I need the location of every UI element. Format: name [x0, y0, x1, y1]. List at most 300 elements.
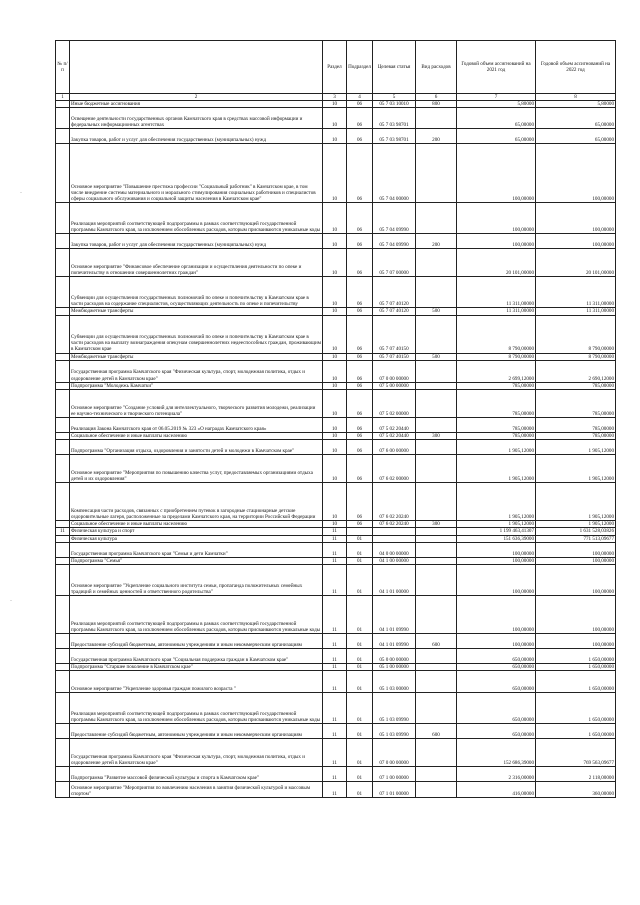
table-row [56, 671, 616, 693]
row-subsection: 06 [347, 390, 373, 418]
row-name: Социальное обеспечение и иные выплаты населению [70, 521, 323, 528]
row-target-article [373, 528, 416, 535]
row-subsection: 01 [347, 739, 373, 767]
row-allocation-2021: 100,00000 [457, 203, 536, 234]
row-section: 11 [323, 693, 347, 724]
row-expense-type [416, 440, 457, 455]
row-target-article: 05 0 00 00000 [373, 649, 416, 664]
row-allocation-2022: 100,00000 [536, 234, 616, 249]
row-subsection: 06 [347, 483, 373, 521]
row-subsection: 01 [347, 557, 373, 564]
table-row [56, 649, 616, 664]
row-subsection: 06 [347, 360, 373, 382]
row-allocation-2022: 785,00000 [536, 382, 616, 389]
row-subsection: 01 [347, 535, 373, 542]
row-section: 10 [323, 108, 347, 129]
row-section: 10 [323, 129, 347, 144]
row-name: Закупка товаров, работ и услуг для обеспечения государственных (муниципальных) нужд [70, 234, 323, 249]
row-name: Основное мероприятие "Укрепление здоровья граждан пожилого возраста " [70, 671, 323, 693]
row-expense-type: 600 [416, 634, 457, 649]
table-row [56, 144, 616, 203]
row-number [56, 483, 70, 521]
header-allocation-2021: Годовой объем ассигнований на 2021 год [457, 41, 536, 94]
row-name: Реализация мероприятий соответствующей подпрограммы в рамках соответствующей государственной программы Камчатского края, за исключением обособленных расходов, которым присваиваются уникальные коды [70, 596, 323, 634]
row-name: Компенсация части расходов, связанных с приобретением путевок в загородные стационарные детские оздоровительные лагеря, расположенные за пределами Камчатского края, на территории Российской Федерации [70, 483, 323, 521]
row-number [56, 739, 70, 767]
row-target-article: 07 0 00 00000 [373, 360, 416, 382]
row-expense-type [416, 108, 457, 129]
row-target-article: 07 5 02 20440 [373, 433, 416, 440]
row-name: Закупка товаров, работ и услуг для обеспечения государственных (муниципальных) нужд [70, 129, 323, 144]
budget-table [55, 40, 616, 798]
row-subsection: 06 [347, 433, 373, 440]
row-target-article: 05 7 07 40150 [373, 353, 416, 360]
row-allocation-2022: 771 513,09677 [536, 535, 616, 542]
row-section: 10 [323, 315, 347, 353]
row-subsection: 06 [347, 203, 373, 234]
row-subsection: 01 [347, 596, 373, 634]
row-allocation-2022: 785,00000 [536, 390, 616, 418]
row-name: Субвенции для осуществления государственных полномочий по опеке и попечительству в Камчатском крае в части расходов на выплату вознаграждения опекунам совершеннолетних недееспособных граждан, проживающим в Камчатском крае [70, 315, 323, 353]
row-number [56, 542, 70, 557]
row-target-article: 04 1 01 09990 [373, 596, 416, 634]
row-section: 10 [323, 308, 347, 315]
row-number [56, 101, 70, 108]
table-row [56, 542, 616, 557]
row-name: Иные бюджетные ассигнования [70, 101, 323, 108]
row-subsection: 06 [347, 277, 373, 308]
row-expense-type [416, 455, 457, 483]
row-name: Государственная программа Камчатского края "Социальная поддержка граждан в Камчатском крае" [70, 649, 323, 664]
row-allocation-2022: 100,00000 [536, 557, 616, 564]
row-expense-type [416, 483, 457, 521]
row-allocation-2022: 1 905,12000 [536, 440, 616, 455]
column-index: 3 [323, 94, 347, 101]
row-target-article: 07 6 00 00000 [373, 440, 416, 455]
row-allocation-2022: 2 690,12000 [536, 360, 616, 382]
table-row [56, 528, 616, 535]
row-allocation-2022: 785,00000 [536, 418, 616, 433]
row-target-article: 07 1 01 00000 [373, 782, 416, 798]
row-allocation-2022: 65,00000 [536, 129, 616, 144]
row-subsection: 06 [347, 144, 373, 203]
margin-dot: · [10, 598, 12, 604]
row-expense-type [416, 382, 457, 389]
row-number [56, 144, 70, 203]
row-number [56, 649, 70, 664]
row-allocation-2021: 11 311,00000 [457, 308, 536, 315]
row-subsection: 06 [347, 249, 373, 277]
row-expense-type [416, 542, 457, 557]
row-target-article: 07 6 02 00000 [373, 455, 416, 483]
row-subsection: 01 [347, 664, 373, 671]
row-allocation-2022: 2 118,00000 [536, 767, 616, 782]
header-name [70, 41, 323, 94]
row-name: Основное мероприятие "Повышение престижа профессии "Социальный работник" в Камчатском крае, в том числе внедрение системы материального и морального стимулирования социальных работников и специалистов сферы социального обслуживания и социальной защиты населения в Камчатском крае" [70, 144, 323, 203]
row-number [56, 308, 70, 315]
row-allocation-2022: 100,00000 [536, 565, 616, 596]
row-number [56, 315, 70, 353]
row-target-article: 05 7 04 09990 [373, 203, 416, 234]
row-section: 10 [323, 353, 347, 360]
row-allocation-2022: 1 650,00000 [536, 649, 616, 664]
row-target-article: 05 7 04 00000 [373, 144, 416, 203]
row-number [56, 382, 70, 389]
row-subsection [347, 528, 373, 535]
row-subsection: 06 [347, 315, 373, 353]
row-number: 11 [56, 528, 70, 535]
table-row [56, 277, 616, 308]
column-index: 1 [56, 94, 70, 101]
table-row [56, 390, 616, 418]
row-target-article: 07 5 00 00000 [373, 382, 416, 389]
row-section: 10 [323, 360, 347, 382]
row-number [56, 596, 70, 634]
table-row [56, 382, 616, 389]
row-target-article: 05 1 03 00000 [373, 671, 416, 693]
row-name: Основное мероприятие "Мероприятия по повышению качества услуг, предоставляемых организациями отдыха детей и их оздоровления" [70, 455, 323, 483]
table-row [56, 249, 616, 277]
row-allocation-2021: 2 699,12000 [457, 360, 536, 382]
row-name: Физическая культура и спорт [70, 528, 323, 535]
row-allocation-2022: 769 563,09677 [536, 739, 616, 767]
row-section: 11 [323, 724, 347, 739]
row-name: Основное мероприятие "Укрепление социального института семьи, пропаганда положительных семейных традиций и семейных ценностей и ответственного родительства" [70, 565, 323, 596]
row-number [56, 360, 70, 382]
row-section: 10 [323, 440, 347, 455]
row-allocation-2021: 650,00000 [457, 693, 536, 724]
row-allocation-2022: 1 650,00000 [536, 724, 616, 739]
table-row [56, 353, 616, 360]
row-name: Предоставление субсидий бюджетным, автономным учреждениям и иным некоммерческим организациям [70, 634, 323, 649]
table-row [56, 557, 616, 564]
column-index: 7 [457, 94, 536, 101]
row-subsection: 06 [347, 129, 373, 144]
row-section: 10 [323, 390, 347, 418]
row-name: Межбюджетные трансферты [70, 353, 323, 360]
row-allocation-2021: 650,00000 [457, 671, 536, 693]
row-section: 10 [323, 277, 347, 308]
row-target-article: 07 0 00 00000 [373, 739, 416, 767]
row-allocation-2021: 100,00000 [457, 596, 536, 634]
table-row [56, 483, 616, 521]
column-index: 8 [536, 94, 616, 101]
row-section: 11 [323, 542, 347, 557]
row-subsection: 06 [347, 101, 373, 108]
row-section: 11 [323, 634, 347, 649]
row-allocation-2021: 1 905,12000 [457, 440, 536, 455]
table-row [56, 565, 616, 596]
row-name: Подпрограмма "Молодежь Камчатки" [70, 382, 323, 389]
row-target-article: 04 0 00 00000 [373, 542, 416, 557]
row-number [56, 724, 70, 739]
row-expense-type [416, 418, 457, 433]
row-allocation-2022: 65,00000 [536, 108, 616, 129]
row-name: Подпрограмма "Старшее поколение в Камчатском крае" [70, 664, 323, 671]
row-allocation-2021: 65,00000 [457, 129, 536, 144]
row-number [56, 634, 70, 649]
row-number [56, 433, 70, 440]
row-expense-type: 300 [416, 433, 457, 440]
row-allocation-2022: 11 311,00000 [536, 277, 616, 308]
row-expense-type: 200 [416, 234, 457, 249]
row-name: Физическая культура [70, 535, 323, 542]
table-row [56, 108, 616, 129]
row-allocation-2021: 100,00000 [457, 565, 536, 596]
row-allocation-2022: 1 650,00000 [536, 671, 616, 693]
row-target-article: 05 7 03 98701 [373, 129, 416, 144]
header-allocation-2022: Годовой объем ассигнований на 2022 год [536, 41, 616, 94]
row-subsection: 01 [347, 724, 373, 739]
table-row [56, 418, 616, 433]
row-allocation-2022: 1 631 528,03826 [536, 528, 616, 535]
row-name: Межбюджетные трансферты [70, 308, 323, 315]
table-row [56, 767, 616, 782]
row-number [56, 108, 70, 129]
row-target-article: 05 1 03 09990 [373, 724, 416, 739]
table-row [56, 315, 616, 353]
row-subsection: 06 [347, 308, 373, 315]
row-allocation-2022: 8 790,00000 [536, 353, 616, 360]
row-allocation-2021: 100,00000 [457, 234, 536, 249]
table-row [56, 521, 616, 528]
row-section: 10 [323, 382, 347, 389]
row-allocation-2022: 5,80000 [536, 101, 616, 108]
table-row [56, 234, 616, 249]
row-expense-type: 500 [416, 308, 457, 315]
row-expense-type: 200 [416, 129, 457, 144]
budget-document [55, 40, 615, 798]
table-row [56, 308, 616, 315]
row-name: Реализация мероприятий соответствующей подпрограммы в рамках соответствующей государственной программы Камчатского края, за исключением обособленных расходов, которым присваиваются уникальные коды [70, 203, 323, 234]
table-body [56, 101, 616, 798]
table-row [56, 440, 616, 455]
row-expense-type [416, 557, 457, 564]
row-target-article: 04 1 01 00000 [373, 565, 416, 596]
row-section: 10 [323, 234, 347, 249]
row-section: 10 [323, 144, 347, 203]
row-number [56, 129, 70, 144]
table-row [56, 455, 616, 483]
row-subsection: 06 [347, 418, 373, 433]
row-allocation-2021: 650,00000 [457, 649, 536, 664]
row-allocation-2021: 650,00000 [457, 724, 536, 739]
table-row [56, 129, 616, 144]
row-allocation-2021: 1 199 463,41307 [457, 528, 536, 535]
table-row [56, 739, 616, 767]
row-subsection: 01 [347, 634, 373, 649]
row-allocation-2022: 20 101,00000 [536, 249, 616, 277]
row-section: 11 [323, 528, 347, 535]
table-row [56, 596, 616, 634]
row-subsection: 06 [347, 455, 373, 483]
row-section: 11 [323, 671, 347, 693]
row-name: Государственная программа Камчатского края "Физическая культура, спорт, молодежная политика, отдых и оздоровление детей в Камчатском крае" [70, 739, 323, 767]
row-number [56, 455, 70, 483]
row-allocation-2021: 8 790,00000 [457, 353, 536, 360]
row-allocation-2021: 785,00000 [457, 382, 536, 389]
row-target-article: 05 7 07 40120 [373, 308, 416, 315]
row-allocation-2021: 1 905,12000 [457, 455, 536, 483]
row-subsection: 01 [347, 565, 373, 596]
row-subsection: 06 [347, 440, 373, 455]
row-name: Основное мероприятие "Создание условий для интеллектуального, творческого развития молодежи, реализации ее научно-технического и творческого потенциала" [70, 390, 323, 418]
row-target-article: 05 7 04 09990 [373, 234, 416, 249]
header-num: № п/п [56, 41, 70, 94]
row-number [56, 277, 70, 308]
column-index: 6 [416, 94, 457, 101]
header-target-article: Целевая статья [373, 41, 416, 94]
row-number [56, 234, 70, 249]
row-subsection: 06 [347, 234, 373, 249]
row-expense-type [416, 649, 457, 664]
row-subsection: 01 [347, 782, 373, 798]
row-allocation-2022: 1 905,12000 [536, 455, 616, 483]
row-expense-type [416, 528, 457, 535]
header-expense-type: Вид расходов [416, 41, 457, 94]
row-expense-type: 800 [416, 101, 457, 108]
row-section: 11 [323, 535, 347, 542]
row-number [56, 249, 70, 277]
row-allocation-2022: 100,00000 [536, 144, 616, 203]
row-subsection: 01 [347, 693, 373, 724]
column-index-row [56, 94, 616, 101]
row-subsection: 01 [347, 542, 373, 557]
row-target-article: 07 5 02 00000 [373, 390, 416, 418]
row-number [56, 521, 70, 528]
row-number [56, 693, 70, 724]
row-target-article: 04 1 00 00000 [373, 557, 416, 564]
row-allocation-2022: 100,00000 [536, 634, 616, 649]
row-allocation-2022: 1 905,12000 [536, 483, 616, 521]
row-number [56, 390, 70, 418]
row-allocation-2022: 100,00000 [536, 542, 616, 557]
row-section: 10 [323, 433, 347, 440]
row-section: 11 [323, 767, 347, 782]
row-expense-type [416, 767, 457, 782]
row-allocation-2021: 416,00000 [457, 782, 536, 798]
row-target-article: 05 7 07 40150 [373, 315, 416, 353]
table-row [56, 634, 616, 649]
row-name: Освещение деятельности государственных органов Камчатского края в средствах массовой информации и федеральных информационных агентствах [70, 108, 323, 129]
row-target-article: 05 7 07 00000 [373, 249, 416, 277]
table-row [56, 433, 616, 440]
row-section: 10 [323, 203, 347, 234]
row-name: Государственная программа Камчатского края "Семья и дети Камчатки" [70, 542, 323, 557]
table-row [56, 360, 616, 382]
row-number [56, 353, 70, 360]
row-number [56, 767, 70, 782]
row-name: Субвенции для осуществления государственных полномочий по опеке и попечительству в Камчатском крае в части расходов на содержание специалистов, осуществляющих деятельность по опеке и попечительству [70, 277, 323, 308]
row-allocation-2022: 8 790,00000 [536, 315, 616, 353]
table-row [56, 101, 616, 108]
row-expense-type [416, 360, 457, 382]
table-row [56, 782, 616, 798]
table-row [56, 693, 616, 724]
row-subsection: 06 [347, 353, 373, 360]
row-allocation-2021: 20 101,00000 [457, 249, 536, 277]
row-name: Социальное обеспечение и иные выплаты населению [70, 433, 323, 440]
row-expense-type [416, 277, 457, 308]
row-target-article: 07 6 02 20240 [373, 521, 416, 528]
row-allocation-2021: 100,00000 [457, 634, 536, 649]
margin-dot: · [20, 190, 22, 196]
row-target-article: 04 1 01 09990 [373, 634, 416, 649]
header-section: Раздел [323, 41, 347, 94]
table-header-row [56, 41, 616, 94]
row-expense-type [416, 671, 457, 693]
row-subsection: 01 [347, 649, 373, 664]
row-expense-type [416, 565, 457, 596]
row-allocation-2021: 1 905,12000 [457, 483, 536, 521]
row-section: 11 [323, 664, 347, 671]
row-number [56, 664, 70, 671]
row-number [56, 557, 70, 564]
row-expense-type [416, 144, 457, 203]
row-allocation-2021: 785,00000 [457, 433, 536, 440]
row-name: Предоставление субсидий бюджетным, автономным учреждениям и иным некоммерческим организациям [70, 724, 323, 739]
row-allocation-2021: 100,00000 [457, 557, 536, 564]
row-subsection: 06 [347, 382, 373, 389]
row-target-article: 05 7 03 98701 [373, 108, 416, 129]
row-allocation-2021: 650,00000 [457, 664, 536, 671]
row-allocation-2021: 65,00000 [457, 108, 536, 129]
row-allocation-2021: 100,00000 [457, 144, 536, 203]
row-allocation-2021: 11 311,00000 [457, 277, 536, 308]
row-section: 11 [323, 649, 347, 664]
row-number [56, 440, 70, 455]
row-allocation-2022: 100,00000 [536, 203, 616, 234]
row-expense-type: 300 [416, 521, 457, 528]
row-allocation-2021: 785,00000 [457, 390, 536, 418]
row-number [56, 671, 70, 693]
row-expense-type [416, 664, 457, 671]
row-name: Подпрограмма "Семья" [70, 557, 323, 564]
row-allocation-2021: 152 686,39000 [457, 739, 536, 767]
row-expense-type [416, 535, 457, 542]
table-row [56, 203, 616, 234]
row-number [56, 535, 70, 542]
row-target-article [373, 535, 416, 542]
row-section: 10 [323, 418, 347, 433]
row-expense-type [416, 249, 457, 277]
row-section: 10 [323, 249, 347, 277]
row-allocation-2021: 5,80000 [457, 101, 536, 108]
row-subsection: 06 [347, 521, 373, 528]
row-expense-type [416, 390, 457, 418]
row-section: 11 [323, 739, 347, 767]
row-target-article: 05 7 07 40120 [373, 277, 416, 308]
column-index: 2 [70, 94, 323, 101]
row-expense-type [416, 782, 457, 798]
row-name: Подпрограмма "Организация отдыха, оздоровления и занятости детей и молодежи в Камчатском крае" [70, 440, 323, 455]
row-name: Основное мероприятие "Финансовое обеспечение организации и осуществления деятельности по опеке и попечительству в отношении совершеннолетних граждан" [70, 249, 323, 277]
row-number [56, 565, 70, 596]
row-section: 11 [323, 596, 347, 634]
row-allocation-2022: 1 905,12000 [536, 521, 616, 528]
row-expense-type: 500 [416, 353, 457, 360]
row-allocation-2021: 785,00000 [457, 418, 536, 433]
row-number [56, 203, 70, 234]
row-subsection: 01 [347, 767, 373, 782]
column-index: 5 [373, 94, 416, 101]
row-section: 10 [323, 521, 347, 528]
table-row [56, 535, 616, 542]
row-target-article: 05 1 00 00000 [373, 664, 416, 671]
row-section: 11 [323, 565, 347, 596]
row-subsection: 06 [347, 108, 373, 129]
column-index: 4 [347, 94, 373, 101]
